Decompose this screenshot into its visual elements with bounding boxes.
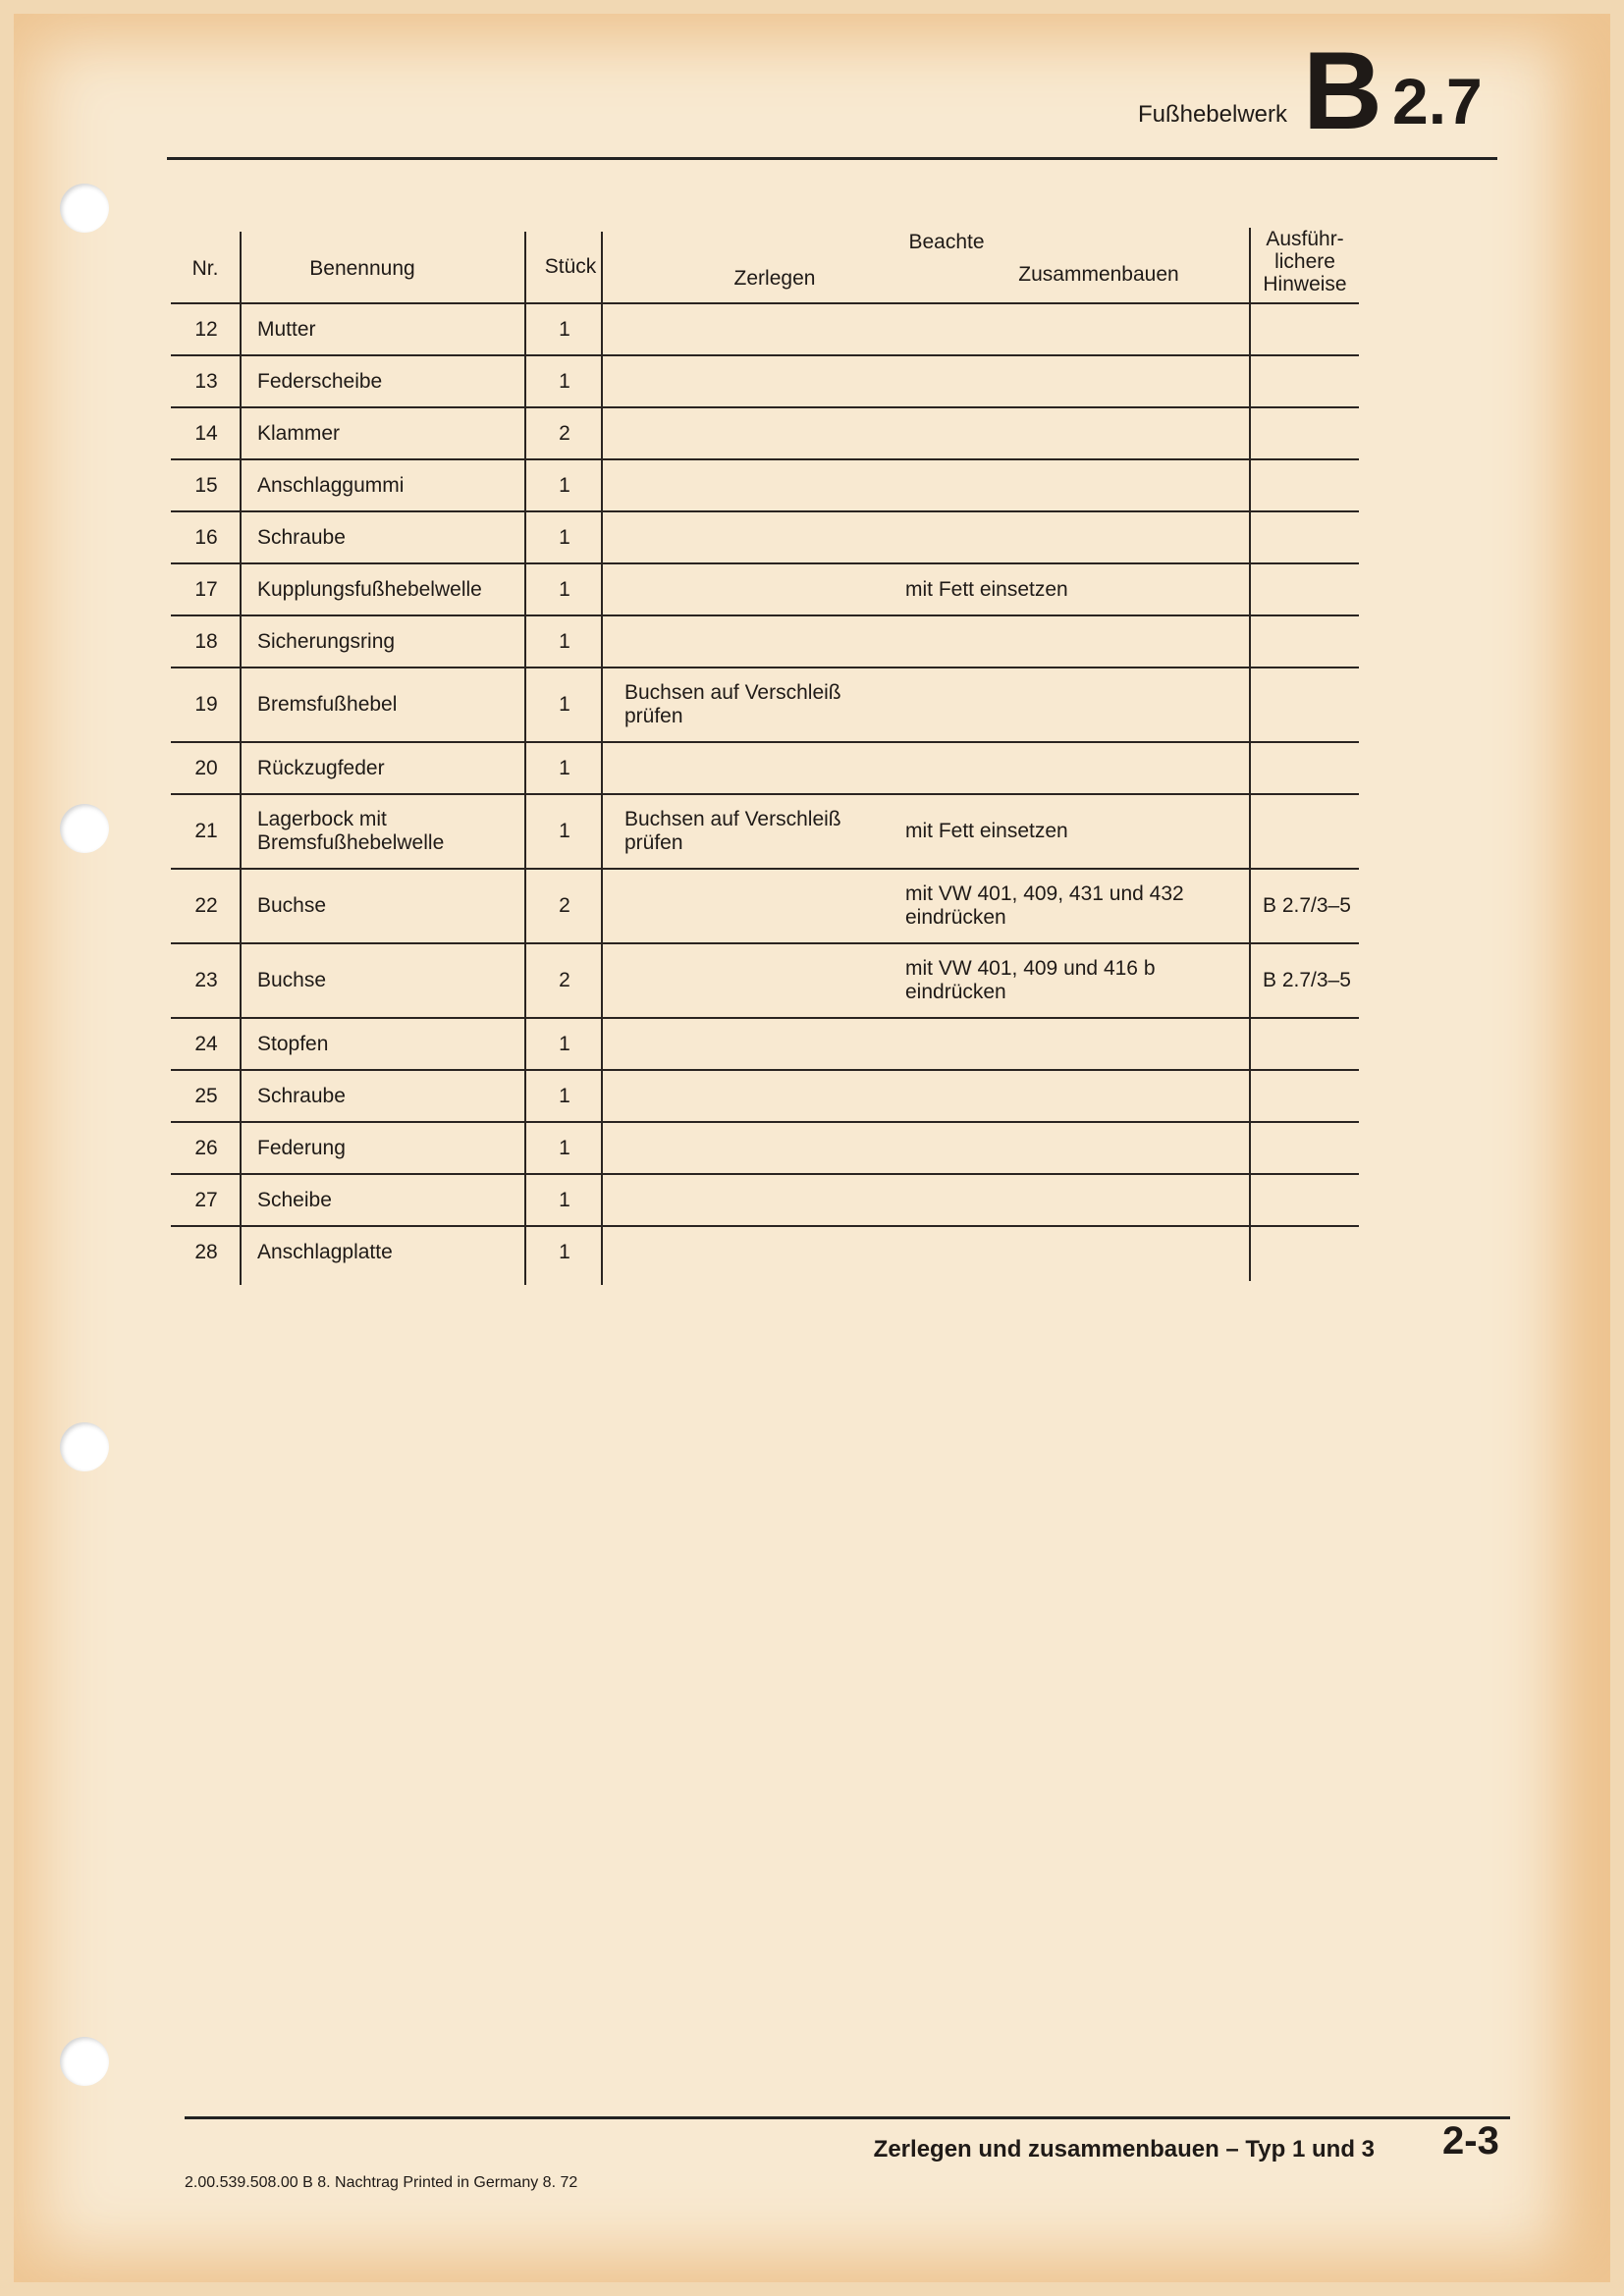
row-benennung: Lagerbock mit Bremsfußhebelwelle — [257, 808, 445, 854]
row-nr: 14 — [194, 421, 218, 445]
row-zusammenbauen — [905, 668, 1249, 741]
row-stueck: 1 — [559, 1136, 570, 1159]
row-zusammenbauen — [905, 1071, 1249, 1121]
row-benennung: Sicherungsring — [257, 629, 396, 653]
row-hinweise — [1263, 743, 1359, 793]
row-stueck: 1 — [559, 369, 570, 393]
row-zerlegen — [624, 944, 890, 1017]
row-hinweise — [1263, 1019, 1359, 1069]
col-header-zusammenbauen: Zusammenbauen — [1018, 263, 1179, 286]
row-benennung: Stopfen — [257, 1032, 329, 1055]
row-nr: 27 — [194, 1188, 218, 1211]
row-benennung: Anschlagplatte — [257, 1240, 393, 1263]
row-zerlegen — [624, 743, 890, 793]
row-nr: 19 — [194, 693, 218, 716]
row-zerlegen — [624, 356, 890, 406]
row-zusammenbauen — [905, 356, 1249, 406]
row-hinweise — [1263, 1071, 1359, 1121]
row-hinweise — [1263, 795, 1359, 868]
print-info: 2.00.539.508.00 B 8. Nachtrag Printed in Germany 8. 72 — [185, 2174, 578, 2191]
row-nr: 28 — [194, 1240, 218, 1263]
row-benennung: Buchse — [257, 894, 327, 917]
col-header-zerlegen: Zerlegen — [733, 267, 816, 290]
row-zusammenbauen — [905, 1227, 1249, 1277]
row-benennung: Kupplungsfußhebelwelle — [257, 577, 482, 601]
row-zerlegen: Buchsen auf Verschleiß prüfen — [624, 681, 841, 727]
row-stueck: 2 — [559, 894, 570, 917]
row-hinweise — [1263, 1123, 1359, 1173]
row-hinweise — [1263, 1227, 1359, 1277]
row-zusammenbauen — [905, 616, 1249, 667]
row-stueck: 1 — [559, 473, 570, 497]
page-number: 2-3 — [1442, 2119, 1499, 2163]
row-zusammenbauen — [905, 408, 1249, 458]
row-stueck: 1 — [559, 317, 570, 341]
row-nr: 26 — [194, 1136, 218, 1159]
column-divider — [240, 232, 242, 1285]
row-stueck: 2 — [559, 969, 570, 991]
punch-hole — [60, 804, 109, 853]
row-nr: 16 — [194, 525, 218, 549]
row-benennung: Bremsfußhebel — [257, 693, 398, 716]
row-zerlegen — [624, 1227, 890, 1277]
row-stueck: 1 — [559, 1032, 570, 1055]
row-zusammenbauen: mit Fett einsetzen — [905, 820, 1068, 842]
row-nr: 18 — [194, 629, 218, 653]
row-stueck: 1 — [559, 525, 570, 549]
row-nr: 24 — [194, 1032, 218, 1055]
row-stueck: 2 — [559, 421, 570, 445]
row-hinweise — [1263, 460, 1359, 510]
row-stueck: 1 — [559, 1240, 570, 1263]
row-hinweise: B 2.7/3–5 — [1263, 894, 1351, 917]
col-header-benennung: Benennung — [309, 257, 415, 280]
row-zerlegen — [624, 512, 890, 562]
row-stueck: 1 — [559, 629, 570, 653]
row-nr: 12 — [194, 317, 218, 341]
col-header-hinweise: Ausführ- lichere Hinweise — [1263, 228, 1347, 295]
row-benennung: Klammer — [257, 421, 341, 445]
row-benennung: Schraube — [257, 525, 346, 549]
row-zusammenbauen — [905, 304, 1249, 354]
row-stueck: 1 — [559, 577, 570, 601]
row-benennung: Schraube — [257, 1084, 346, 1107]
row-stueck: 1 — [559, 1188, 570, 1211]
row-zusammenbauen — [905, 743, 1249, 793]
row-nr: 21 — [194, 820, 218, 842]
row-zerlegen — [624, 616, 890, 667]
row-benennung: Anschlaggummi — [257, 473, 405, 497]
row-hinweise — [1263, 616, 1359, 667]
row-zusammenbauen — [905, 1123, 1249, 1173]
row-zerlegen — [624, 870, 890, 942]
row-nr: 17 — [194, 577, 218, 601]
row-zusammenbauen: mit VW 401, 409, 431 und 432 eindrücken — [905, 882, 1184, 929]
column-divider — [1249, 228, 1251, 1281]
row-hinweise — [1263, 356, 1359, 406]
row-zusammenbauen — [905, 460, 1249, 510]
row-stueck: 1 — [559, 693, 570, 716]
row-stueck: 1 — [559, 820, 570, 842]
row-zerlegen — [624, 1019, 890, 1069]
row-nr: 22 — [194, 894, 218, 917]
header-rule — [167, 157, 1497, 160]
row-benennung: Rückzugfeder — [257, 756, 385, 779]
group-letter: B — [1303, 29, 1382, 152]
row-nr: 25 — [194, 1084, 218, 1107]
row-hinweise — [1263, 564, 1359, 614]
row-zerlegen — [624, 460, 890, 510]
punch-hole — [60, 184, 109, 233]
row-zusammenbauen: mit Fett einsetzen — [905, 577, 1068, 601]
footer-rule — [185, 2116, 1510, 2119]
row-zerlegen — [624, 408, 890, 458]
column-divider — [524, 232, 526, 1285]
section-title: Fußhebelwerk — [1137, 101, 1287, 128]
row-nr: 23 — [194, 969, 218, 991]
column-divider — [601, 232, 603, 1285]
col-header-beachte: Beachte — [908, 231, 985, 253]
row-zerlegen — [624, 1175, 890, 1225]
col-header-stueck: Stück — [544, 255, 597, 278]
row-zerlegen — [624, 304, 890, 354]
row-benennung: Federscheibe — [257, 369, 383, 393]
group-number: 2.7 — [1392, 65, 1483, 137]
row-benennung: Federung — [257, 1136, 346, 1159]
row-zerlegen — [624, 1123, 890, 1173]
row-hinweise — [1263, 408, 1359, 458]
row-nr: 13 — [194, 369, 218, 393]
row-zusammenbauen: mit VW 401, 409 und 416 b eindrücken — [905, 957, 1156, 1003]
row-hinweise — [1263, 304, 1359, 354]
row-benennung: Buchse — [257, 969, 327, 991]
row-hinweise — [1263, 1175, 1359, 1225]
row-hinweise — [1263, 668, 1359, 741]
row-benennung: Scheibe — [257, 1188, 332, 1211]
row-zusammenbauen — [905, 512, 1249, 562]
footer-title: Zerlegen und zusammenbauen – Typ 1 und 3 — [873, 2136, 1375, 2163]
row-hinweise: B 2.7/3–5 — [1263, 969, 1351, 991]
row-zerlegen — [624, 1071, 890, 1121]
punch-hole — [60, 1422, 109, 1471]
row-nr: 20 — [194, 756, 218, 779]
row-nr: 15 — [194, 473, 218, 497]
row-zusammenbauen — [905, 1019, 1249, 1069]
row-zusammenbauen — [905, 1175, 1249, 1225]
row-zerlegen: Buchsen auf Verschleiß prüfen — [624, 808, 841, 854]
punch-hole — [60, 2037, 109, 2086]
row-zerlegen — [624, 564, 890, 614]
row-stueck: 1 — [559, 756, 570, 779]
row-stueck: 1 — [559, 1084, 570, 1107]
row-benennung: Mutter — [257, 317, 316, 341]
col-header-nr: Nr. — [191, 257, 219, 280]
row-hinweise — [1263, 512, 1359, 562]
